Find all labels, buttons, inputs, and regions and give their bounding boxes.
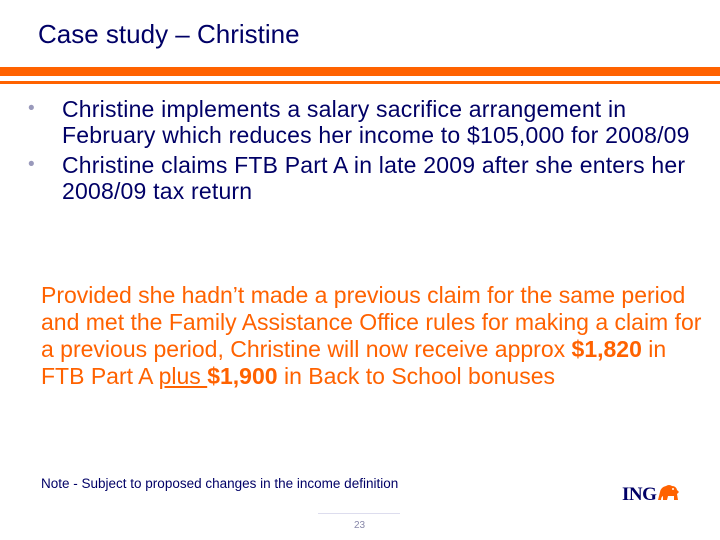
footer-divider [318,513,400,514]
page-number: 23 [354,520,366,531]
logo-text: ING [622,483,657,505]
bullet-text: Christine claims FTB Part A in late 2009 after she enters her 2008/09 tax return [62,152,686,204]
bullet-marker: • [28,154,35,175]
bullet-item [28,96,698,148]
paragraph-text: in Back to School bonuses [277,363,556,389]
plus-underlined: plus [158,363,208,389]
bullet-marker: • [28,98,35,119]
paragraph-text: Provided she hadn’t made a previous claim for the same period and met the Family Assistance Office rules for making a claim for a previous period, Christine will now receive approx [41,282,702,362]
ftb-amount: $1,820 [571,336,642,362]
header-divider-bar [0,67,720,76]
bullet-item [28,152,698,204]
ing-logo [622,483,680,506]
bullet-text: Christine implements a salary sacrifice arrangement in February which reduces her income to $105,000 for 2008/09 [62,96,690,148]
header-divider-thin-bar [0,81,720,84]
bonus-amount: $1,900 [207,363,278,389]
footnote: Note - Subject to proposed changes in the income definition [41,476,399,491]
summary-paragraph [41,282,709,390]
paragraph-text: in FTB Part A [41,336,667,389]
slide-title: Case study – Christine [38,19,300,49]
lion-icon [656,483,680,506]
bullet-list [28,96,698,208]
